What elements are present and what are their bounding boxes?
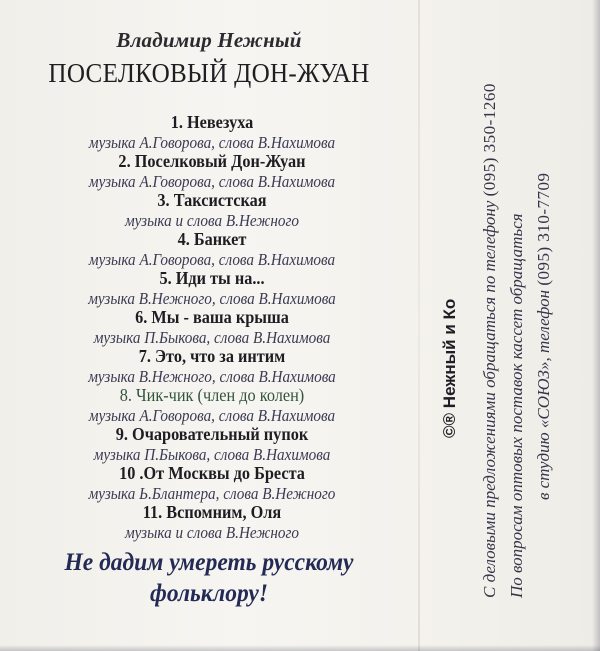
track-item xyxy=(42,347,382,386)
track-credit: музыка В.Нежного, слова В.Нахимова xyxy=(88,288,336,308)
track-title: 4. Банкет xyxy=(177,229,247,249)
track-title: 5. Иди ты на... xyxy=(159,268,265,288)
track-item xyxy=(42,269,382,308)
track-list xyxy=(42,113,382,542)
contact-text-3: в студию «СОЮЗ», телефон xyxy=(534,289,553,500)
track-credit: музыка и слова В.Нежного xyxy=(124,522,300,542)
track-item xyxy=(42,464,382,503)
track-item xyxy=(42,308,382,347)
track-item xyxy=(42,191,382,230)
scan-edge-shadow-bottom xyxy=(0,645,600,651)
publisher-label xyxy=(440,299,460,438)
track-title: 6. Мы - ваша крыша xyxy=(135,307,289,327)
track-credit: музыка В.Нежного, слова В.Нахимова xyxy=(88,366,336,386)
phone-number-2: (095) 310-7709 xyxy=(534,172,553,286)
slogan-line-1: Не дадим умереть русскому xyxy=(64,549,354,576)
track-title: 7. Это, что за интим xyxy=(138,346,286,366)
contact-line-2 xyxy=(507,213,527,598)
track-credit: музыка А.Говорова, слова В.Нахимова xyxy=(88,171,336,191)
track-title: 10 .От Москвы до Бреста xyxy=(119,463,305,483)
track-credit: музыка А.Говорова, слова В.Нахимова xyxy=(88,405,336,425)
track-item xyxy=(42,152,382,191)
track-credit: музыка и слова В.Нежного xyxy=(124,210,300,230)
track-credit: музыка А.Говорова, слова В.Нахимова xyxy=(88,249,336,269)
track-item xyxy=(42,230,382,269)
scan-edge-shadow xyxy=(592,0,600,651)
track-item xyxy=(42,386,382,425)
slogan-line-2: фольклору! xyxy=(150,580,268,607)
track-title: 11. Вспомним, Оля xyxy=(142,502,282,522)
track-item xyxy=(42,503,382,542)
contact-text-2: По вопросам оптовых поставок кассет обращаться xyxy=(507,213,526,598)
track-credit: музыка П.Быкова, слова В.Нахимова xyxy=(93,444,331,464)
track-credit: музыка П.Быкова, слова В.Нахимова xyxy=(93,327,331,347)
album-title: ПОСЕЛКОВЫЙ ДОН-ЖУАН xyxy=(48,58,370,88)
phone-number-1: (095) 350-1260 xyxy=(480,83,499,197)
track-title: 3. Таксистская xyxy=(157,190,267,210)
slogan xyxy=(0,547,418,609)
track-credit: музыка А.Говорова, слова В.Нахимова xyxy=(88,132,336,152)
contact-line-3 xyxy=(534,172,554,500)
track-item xyxy=(42,425,382,464)
contact-text-1: С деловыми предложениями обращаться по телефону xyxy=(480,200,499,598)
track-item xyxy=(42,113,382,152)
track-title: 2. Поселковый Дон-Жуан xyxy=(118,151,306,171)
copyright-icon: ©® xyxy=(440,412,459,438)
track-title: 8. Чик-чик (член до колен) xyxy=(119,385,305,405)
track-title: 1. Невезуха xyxy=(170,112,254,132)
artist-name: Владимир Нежный xyxy=(116,28,302,52)
contact-line-1 xyxy=(480,83,500,598)
track-title: 9. Очаровательный пупок xyxy=(115,424,309,444)
fold-line xyxy=(418,0,420,651)
track-credit: музыка Ь.Блантера, слова В.Нежного xyxy=(88,483,336,503)
publisher-name: Нежный и Ко xyxy=(440,298,459,409)
